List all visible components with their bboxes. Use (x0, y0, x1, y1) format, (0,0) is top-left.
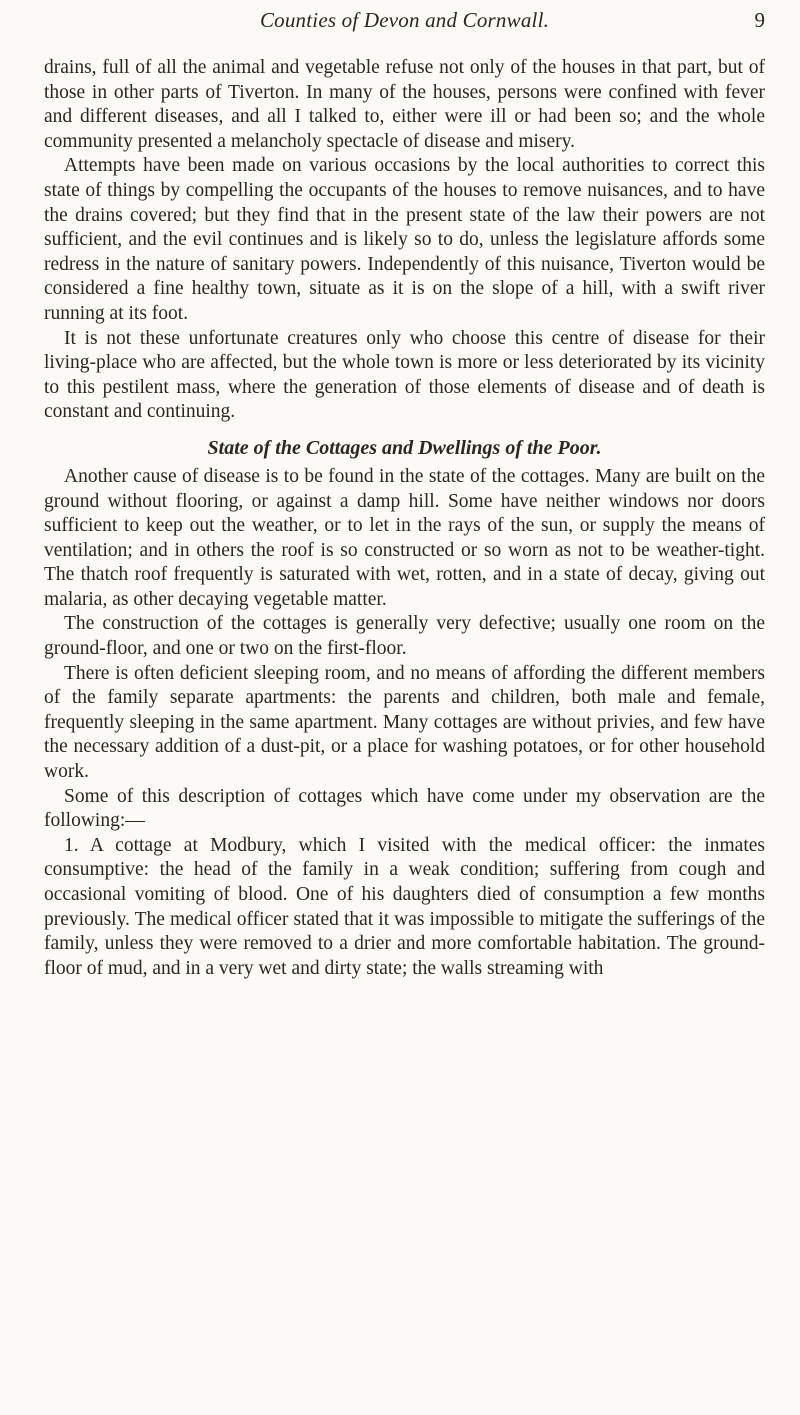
section-heading: State of the Cottages and Dwellings of the Poor. (207, 436, 602, 459)
paragraph: The construction of the cottages is generally very defective; usually one room on the ground-floor, and one or two on the first-floor. (44, 613, 765, 660)
paragraph: Attempts have been made on various occasions by the local authorities to correct this state of things by compelling the occupants of the houses to remove nuisances, and to have the drains covered; but they find that in the present state of the law their powers are not sufficient, and the evil continues and is likely so to do, unless the legislature affords some redress in the nature of sanitary powers. Independently of this nuisance, Tiverton would be considered a fine healthy town, situate as it is on the slope of a hill, with a swift river running at its foot. (44, 155, 765, 324)
body-text (44, 56, 765, 981)
paragraph: It is not these unfortunate creatures only who choose this centre of disease for their living-place who are affected, but the whole town is more or less deteriorated by its vicinity to this pestilent mass, where the generation of those elements of disease and of death is constant and continuing. (44, 327, 765, 423)
paragraph: Some of this description of cottages which have come under my observation are the following:— (44, 785, 765, 832)
running-title: Counties of Devon and Cornwall. (259, 8, 550, 32)
page-number: 9 (754, 8, 765, 32)
paragraph: drains, full of all the animal and vegetable refuse not only of the houses in that part, but of those in other parts of Tiverton. In many of the houses, persons were confined with fever and different diseases, and all I talked to, either were ill or had been so; and the whole community presented a melancholy spectacle of disease and misery. (44, 57, 765, 152)
running-head (44, 8, 765, 42)
list-item: 1. A cottage at Modbury, which I visited with the medical officer: the inmates consumptive: the head of the family in a weak condition; suffering from cough and occasional vomiting of blood. One of his daughters died of consumption a few months previously. The medical officer stated that it was impossible to mitigate the sufferings of the family, unless they were removed to a drier and more comfortable habitation. The ground-floor of mud, and in a very wet and dirty state; the walls streaming with (44, 834, 765, 979)
paragraph: There is often deficient sleeping room, and no means of affording the different members of the family separate apartments: the parents and children, both male and female, frequently sleeping in the same apartment. Many cottages are without privies, and few have the necessary addition of a dust-pit, or a place for washing potatoes, or for other household work. (44, 662, 765, 783)
paragraph: Another cause of disease is to be found in the state of the cottages. Many are built on the ground without flooring, or against a damp hill. Some have neither windows nor doors sufficient to keep out the weather, or to let in the rays of the sun, or supply the means of ventilation; and in others the roof is so constructed or so worn as not to be weather-tight. The thatch roof frequently is saturated with wet, rotten, and in a state of decay, giving out malaria, as other decaying vegetable matter. (44, 465, 765, 610)
